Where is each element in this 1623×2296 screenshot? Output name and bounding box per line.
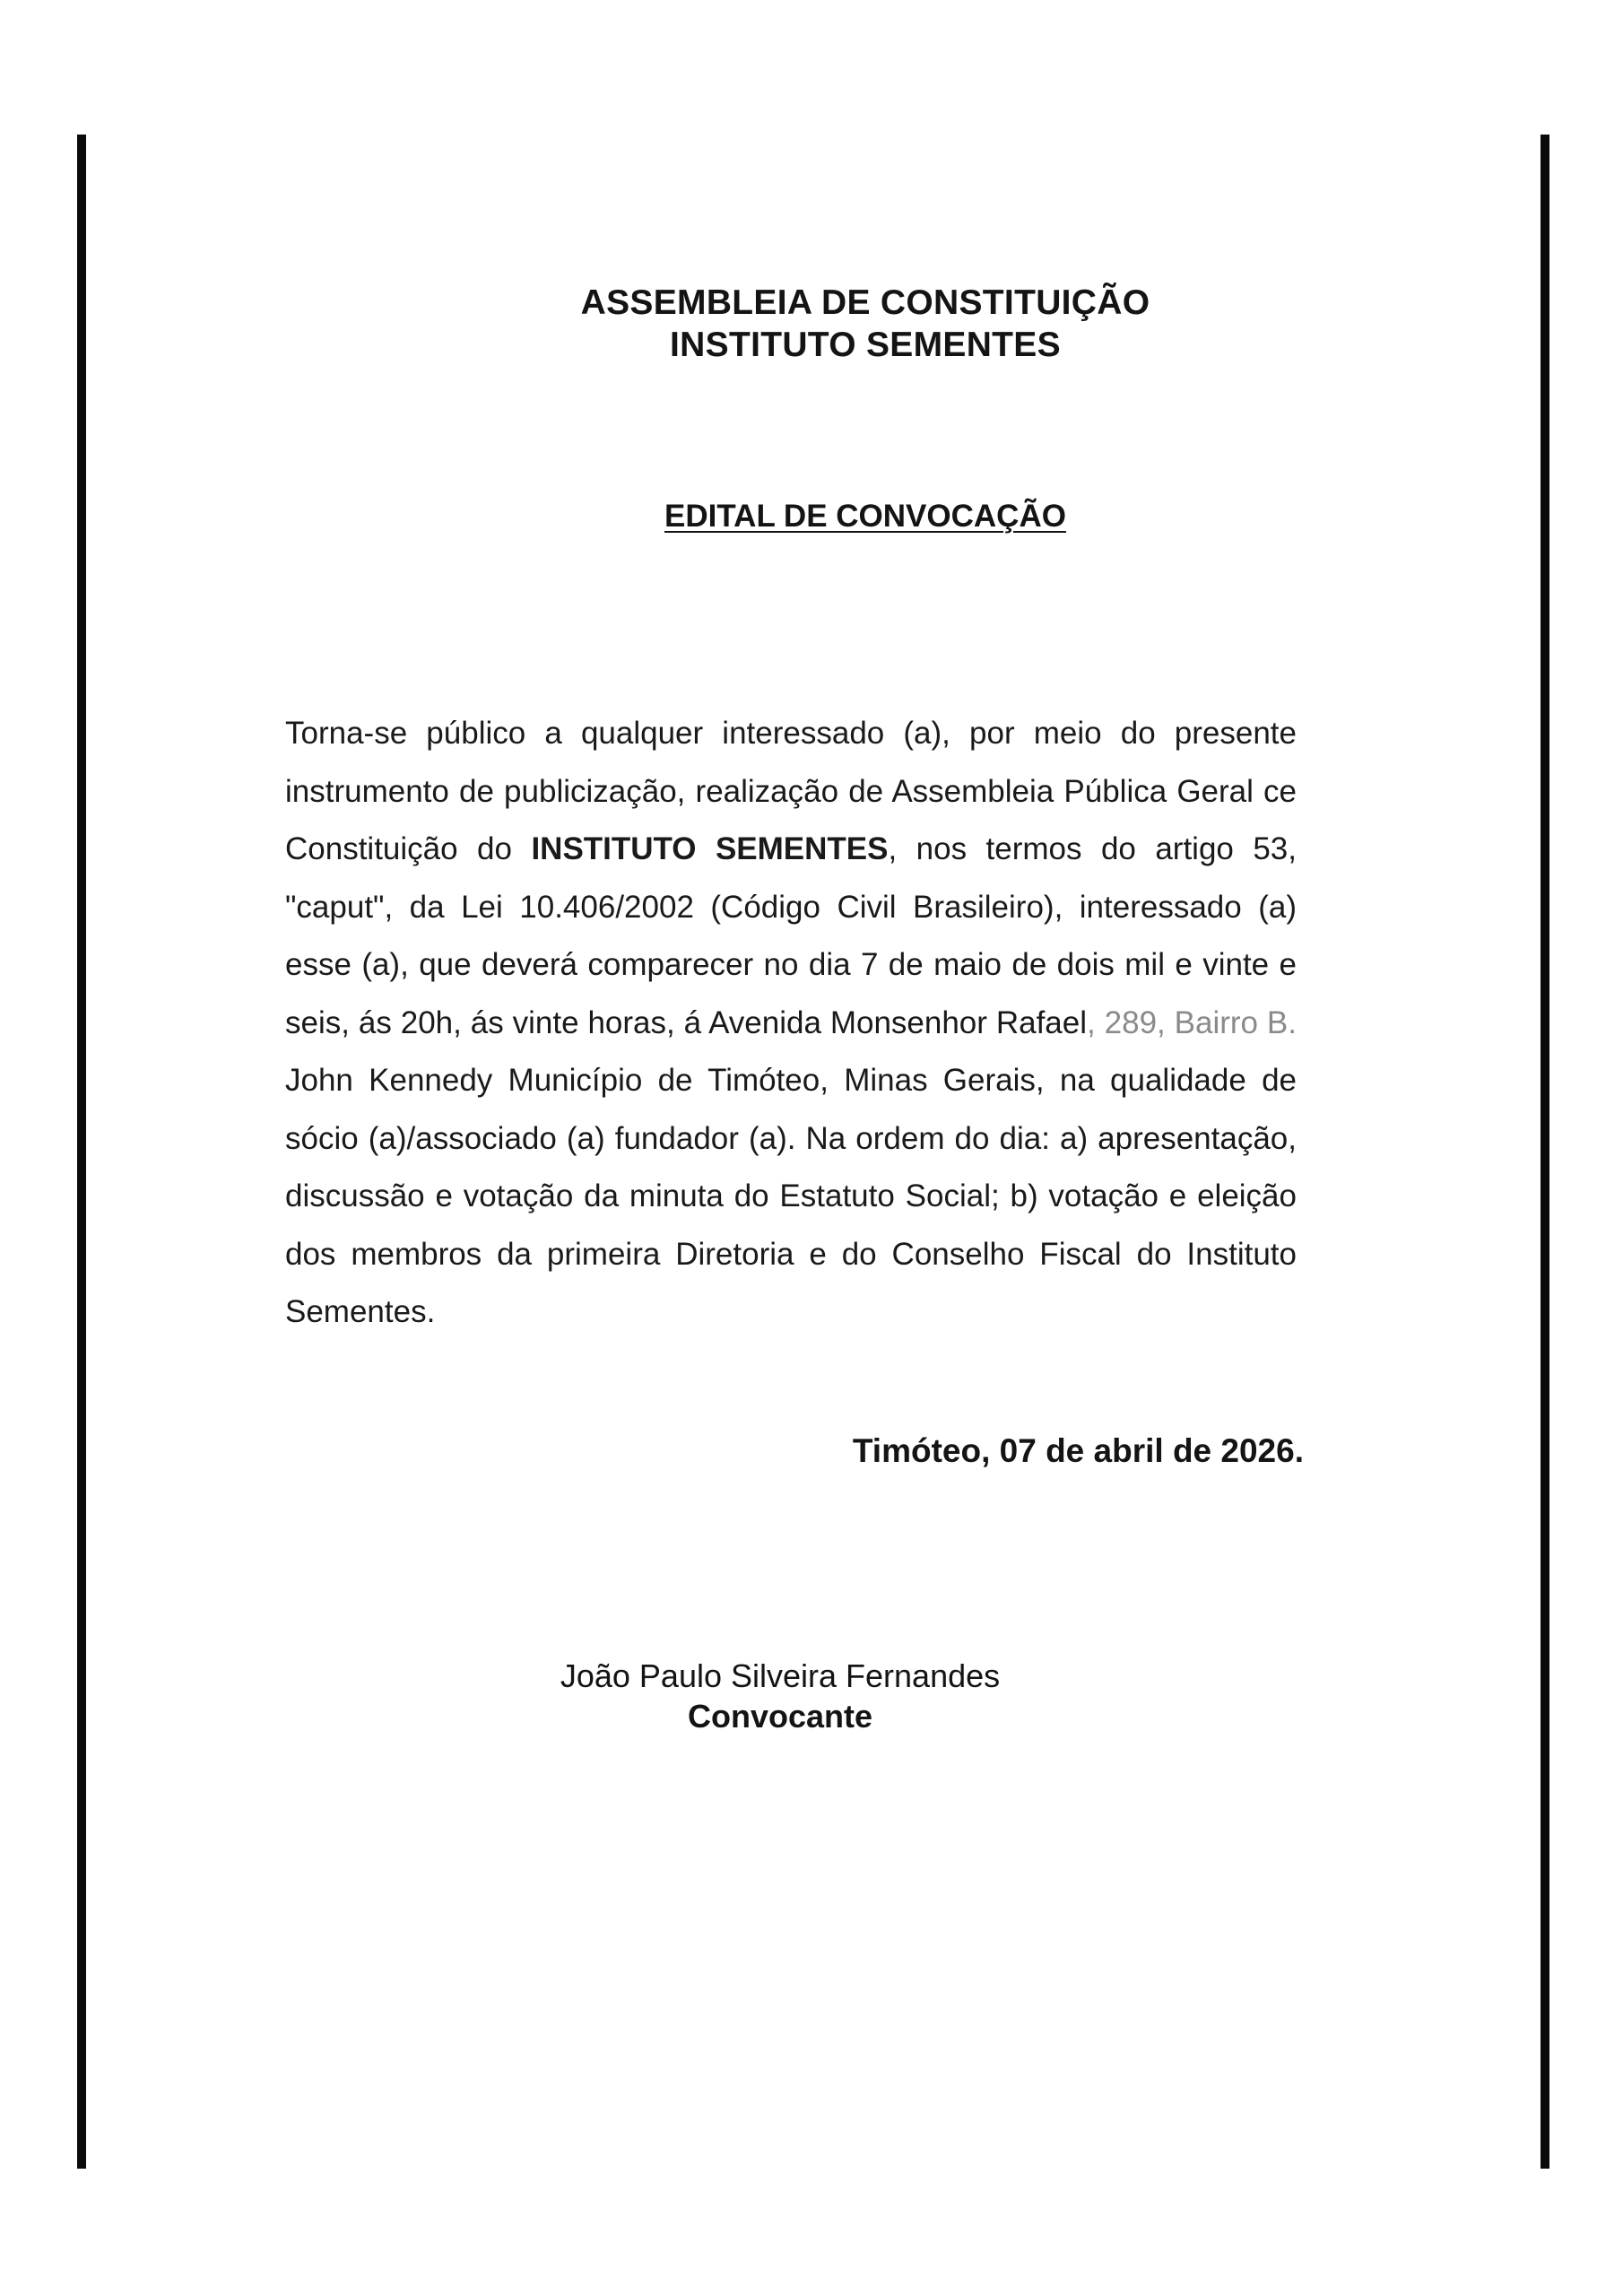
signer-name: João Paulo Silveira Fernandes xyxy=(560,1657,1001,1694)
body-text-part-1: Torna-se público a qualquer interessado (a), por meio do presente instrumento de publicização, realização de Assembleia Pública Geral ce Constituição do xyxy=(285,716,1297,866)
title-line-2: INSTITUTO SEMENTES xyxy=(670,326,1061,364)
document-title xyxy=(0,282,1623,366)
body-text-part-3: John Kennedy Município de Timóteo, Minas Gerais, na qualidade de sócio (a)/associado (a) fundador (a). Na ordem do dia: a) apresentação, discussão e votação da minuta do Estatuto Social; b) votação e eleição dos membros da primeira Diretoria e do Conselho Fiscal do Instituto Sementes. xyxy=(285,1063,1297,1329)
body-text-part-2: , nos termos do artigo 53, "caput", da Lei 10.406/2002 (Código Civil Brasileiro), interessado (a) esse (a), que deverá comparecer no dia 7 de maio de dois mil e vinte e seis, ás 20h, ás vinte horas, á Avenida Monsenhor Rafael xyxy=(285,831,1297,1040)
document-subtitle: EDITAL DE CONVOCAÇÃO xyxy=(664,499,1066,534)
address-number-gray: , 289, Bairro B. xyxy=(1087,1004,1297,1040)
body-paragraph xyxy=(285,705,1297,1342)
left-border-bar xyxy=(77,135,86,2169)
right-border-bar xyxy=(1541,135,1549,2169)
signature-block xyxy=(0,1656,1560,1736)
org-name: INSTITUTO SEMENTES xyxy=(531,831,889,866)
title-line-1: ASSEMBLEIA DE CONSTITUIÇÃO xyxy=(580,283,1150,322)
signer-role: Convocante xyxy=(687,1698,873,1735)
place-date: Timóteo, 07 de abril de 2026. xyxy=(852,1432,1304,1469)
